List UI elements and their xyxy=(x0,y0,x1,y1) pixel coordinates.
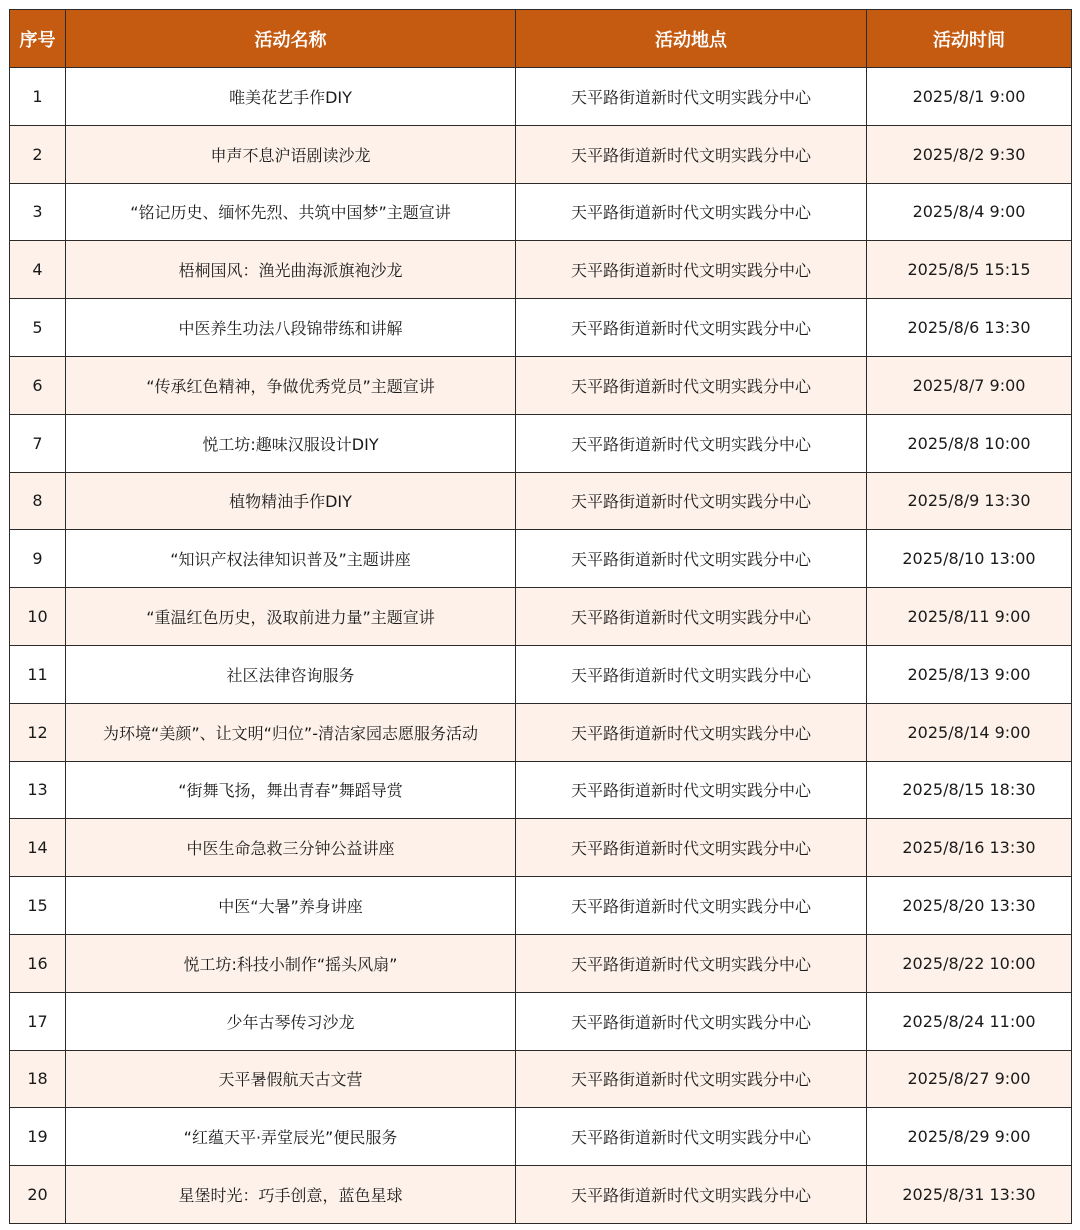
cell-activity-time: 2025/8/11 9:00 xyxy=(867,588,1072,646)
cell-index: 12 xyxy=(10,703,66,761)
cell-activity-time: 2025/8/5 15:15 xyxy=(867,241,1072,299)
cell-activity-location: 天平路街道新时代文明实践分中心 xyxy=(516,299,867,357)
table-row xyxy=(10,68,1072,126)
table-row xyxy=(10,761,1072,819)
cell-activity-time: 2025/8/8 10:00 xyxy=(867,414,1072,472)
table-row xyxy=(10,934,1072,992)
table-body xyxy=(10,68,1072,1224)
cell-index: 18 xyxy=(10,1050,66,1108)
table-row xyxy=(10,183,1072,241)
cell-index: 15 xyxy=(10,877,66,935)
table-row xyxy=(10,645,1072,703)
cell-activity-location: 天平路街道新时代文明实践分中心 xyxy=(516,992,867,1050)
cell-activity-location: 天平路街道新时代文明实践分中心 xyxy=(516,356,867,414)
cell-activity-location: 天平路街道新时代文明实践分中心 xyxy=(516,761,867,819)
table-row xyxy=(10,1108,1072,1166)
cell-activity-location: 天平路街道新时代文明实践分中心 xyxy=(516,530,867,588)
cell-activity-name: 梧桐国风：渔光曲海派旗袍沙龙 xyxy=(66,241,516,299)
cell-activity-name: 中医生命急救三分钟公益讲座 xyxy=(66,819,516,877)
cell-activity-location: 天平路街道新时代文明实践分中心 xyxy=(516,1166,867,1224)
cell-activity-name: “铭记历史、缅怀先烈、共筑中国梦”主题宣讲 xyxy=(66,183,516,241)
table-row xyxy=(10,588,1072,646)
cell-activity-name: “街舞飞扬，舞出青春”舞蹈导赏 xyxy=(66,761,516,819)
cell-activity-name: 悦工坊:趣味汉服设计DIY xyxy=(66,414,516,472)
cell-activity-time: 2025/8/15 18:30 xyxy=(867,761,1072,819)
table-row xyxy=(10,125,1072,183)
cell-index: 3 xyxy=(10,183,66,241)
activity-table xyxy=(9,9,1072,1224)
cell-activity-name: 星堡时光：巧手创意，蓝色星球 xyxy=(66,1166,516,1224)
table-row xyxy=(10,414,1072,472)
cell-index: 9 xyxy=(10,530,66,588)
table-row xyxy=(10,472,1072,530)
cell-activity-name: 为环境“美颜”、让文明“归位”-清洁家园志愿服务活动 xyxy=(66,703,516,761)
cell-activity-name: 植物精油手作DIY xyxy=(66,472,516,530)
cell-index: 7 xyxy=(10,414,66,472)
cell-activity-name: 申声不息沪语剧读沙龙 xyxy=(66,125,516,183)
cell-activity-location: 天平路街道新时代文明实践分中心 xyxy=(516,68,867,126)
header-activity-location: 活动地点 xyxy=(516,10,867,68)
cell-activity-location: 天平路街道新时代文明实践分中心 xyxy=(516,183,867,241)
cell-activity-time: 2025/8/24 11:00 xyxy=(867,992,1072,1050)
table-row xyxy=(10,1050,1072,1108)
header-activity-time: 活动时间 xyxy=(867,10,1072,68)
cell-activity-location: 天平路街道新时代文明实践分中心 xyxy=(516,819,867,877)
cell-index: 11 xyxy=(10,645,66,703)
cell-index: 19 xyxy=(10,1108,66,1166)
cell-activity-time: 2025/8/10 13:00 xyxy=(867,530,1072,588)
cell-index: 2 xyxy=(10,125,66,183)
cell-activity-location: 天平路街道新时代文明实践分中心 xyxy=(516,125,867,183)
cell-activity-time: 2025/8/9 13:30 xyxy=(867,472,1072,530)
cell-activity-name: “知识产权法律知识普及”主题讲座 xyxy=(66,530,516,588)
cell-activity-time: 2025/8/29 9:00 xyxy=(867,1108,1072,1166)
cell-index: 8 xyxy=(10,472,66,530)
cell-activity-time: 2025/8/14 9:00 xyxy=(867,703,1072,761)
cell-activity-name: “重温红色历史，汲取前进力量”主题宣讲 xyxy=(66,588,516,646)
cell-index: 13 xyxy=(10,761,66,819)
cell-index: 16 xyxy=(10,934,66,992)
cell-activity-location: 天平路街道新时代文明实践分中心 xyxy=(516,645,867,703)
cell-activity-time: 2025/8/13 9:00 xyxy=(867,645,1072,703)
cell-activity-time: 2025/8/4 9:00 xyxy=(867,183,1072,241)
cell-index: 14 xyxy=(10,819,66,877)
cell-index: 1 xyxy=(10,68,66,126)
cell-activity-location: 天平路街道新时代文明实践分中心 xyxy=(516,1050,867,1108)
cell-activity-location: 天平路街道新时代文明实践分中心 xyxy=(516,934,867,992)
cell-activity-time: 2025/8/20 13:30 xyxy=(867,877,1072,935)
cell-index: 17 xyxy=(10,992,66,1050)
cell-activity-time: 2025/8/31 13:30 xyxy=(867,1166,1072,1224)
cell-activity-time: 2025/8/22 10:00 xyxy=(867,934,1072,992)
cell-activity-location: 天平路街道新时代文明实践分中心 xyxy=(516,703,867,761)
header-activity-name: 活动名称 xyxy=(66,10,516,68)
cell-index: 10 xyxy=(10,588,66,646)
cell-activity-name: 天平暑假航天古文营 xyxy=(66,1050,516,1108)
header-index: 序号 xyxy=(10,10,66,68)
cell-activity-name: “红蕴天平·弄堂辰光”便民服务 xyxy=(66,1108,516,1166)
cell-activity-name: 中医“大暑”养身讲座 xyxy=(66,877,516,935)
table-row xyxy=(10,703,1072,761)
table-row xyxy=(10,1166,1072,1224)
table-row xyxy=(10,299,1072,357)
cell-activity-name: 少年古琴传习沙龙 xyxy=(66,992,516,1050)
cell-activity-name: “传承红色精神，争做优秀党员”主题宣讲 xyxy=(66,356,516,414)
table-row xyxy=(10,992,1072,1050)
table-row xyxy=(10,530,1072,588)
cell-index: 5 xyxy=(10,299,66,357)
cell-index: 4 xyxy=(10,241,66,299)
cell-activity-name: 社区法律咨询服务 xyxy=(66,645,516,703)
cell-activity-location: 天平路街道新时代文明实践分中心 xyxy=(516,877,867,935)
cell-activity-name: 唯美花艺手作DIY xyxy=(66,68,516,126)
table-row xyxy=(10,356,1072,414)
cell-activity-location: 天平路街道新时代文明实践分中心 xyxy=(516,1108,867,1166)
activity-schedule xyxy=(9,9,1072,1224)
cell-activity-time: 2025/8/27 9:00 xyxy=(867,1050,1072,1108)
table-row xyxy=(10,819,1072,877)
cell-activity-location: 天平路街道新时代文明实践分中心 xyxy=(516,241,867,299)
cell-activity-time: 2025/8/2 9:30 xyxy=(867,125,1072,183)
cell-index: 20 xyxy=(10,1166,66,1224)
table-row xyxy=(10,877,1072,935)
cell-activity-location: 天平路街道新时代文明实践分中心 xyxy=(516,472,867,530)
cell-activity-time: 2025/8/16 13:30 xyxy=(867,819,1072,877)
cell-activity-name: 悦工坊:科技小制作“摇头风扇” xyxy=(66,934,516,992)
table-header-row xyxy=(10,10,1072,68)
cell-activity-time: 2025/8/1 9:00 xyxy=(867,68,1072,126)
table-row xyxy=(10,241,1072,299)
cell-activity-location: 天平路街道新时代文明实践分中心 xyxy=(516,588,867,646)
cell-activity-location: 天平路街道新时代文明实践分中心 xyxy=(516,414,867,472)
cell-activity-time: 2025/8/6 13:30 xyxy=(867,299,1072,357)
cell-index: 6 xyxy=(10,356,66,414)
cell-activity-name: 中医养生功法八段锦带练和讲解 xyxy=(66,299,516,357)
cell-activity-time: 2025/8/7 9:00 xyxy=(867,356,1072,414)
